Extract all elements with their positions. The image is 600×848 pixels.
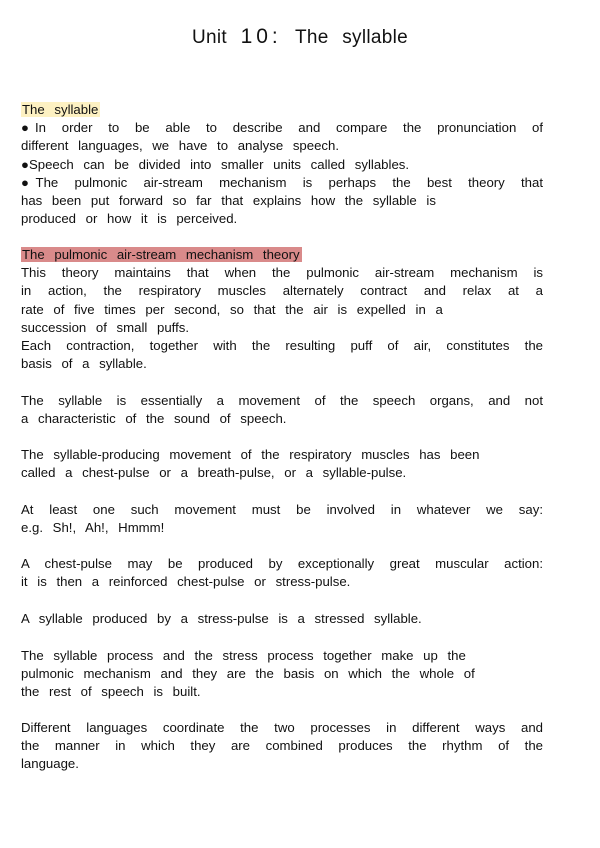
text-line: called a chest-pulse or a breath-pulse, or a syllable-pulse.: [21, 465, 407, 481]
paragraph-rhythm: [21, 719, 543, 774]
title-number: 10:: [240, 25, 282, 48]
section-syllable: [21, 101, 543, 228]
section-pulmonic-theory: [21, 246, 543, 373]
paragraph-reinforced: [21, 555, 543, 591]
text-line: the rest of speech is built.: [21, 684, 201, 700]
text-line: This theory maintains that when the pulmonic air-stream mechanism is: [21, 265, 543, 281]
text-line: succession of small puffs.: [21, 319, 190, 335]
text-line: pulmonic mechanism and they are the basis on which the whole of: [21, 666, 475, 682]
text-line: rate of five times per second, so that the air is expelled in a: [21, 301, 443, 317]
page-title: [0, 25, 600, 49]
text-line: The syllable is essentially a movement of the speech organs, and not: [21, 393, 543, 408]
paragraph-at-least-one: [21, 501, 543, 537]
text-line: At least one such movement must be involved in whatever we say:: [21, 502, 543, 517]
title-prefix: Unit: [191, 27, 227, 48]
paragraph-chest-pulse: [21, 446, 543, 482]
paragraph-movement: [21, 392, 543, 428]
text-line: in action, the respiratory muscles alternately contract and relax at a: [21, 283, 543, 299]
text-line: it is then a reinforced chest-pulse or stress-pulse.: [21, 574, 351, 590]
paragraph-stressed-syllable: [21, 610, 543, 628]
text-line: has been put forward so far that explains how the syllable is: [21, 193, 436, 209]
text-line: different languages, we have to analyse speech.: [21, 138, 340, 154]
text-line: Different languages coordinate the two processes in different ways and: [21, 720, 543, 735]
text-line: The syllable process and the stress process together make up the: [21, 648, 466, 663]
text-line: e.g. Sh!, Ah!, Hmmm!: [21, 520, 165, 536]
text-line: The syllable-producing movement of the respiratory muscles has been: [21, 447, 480, 462]
paragraph-pulmonic-mechanism: [21, 647, 543, 702]
text-line: produced or how it is perceived.: [21, 211, 238, 227]
text-line: the manner in which they are combined produces the rhythm of the: [21, 738, 543, 754]
text-line: a characteristic of the sound of speech.: [21, 411, 287, 427]
section-heading: The pulmonic air-stream mechanism theory: [22, 247, 300, 262]
text-line: ●The pulmonic air-stream mechanism is perhaps the best theory that: [21, 174, 543, 190]
text-line: A syllable produced by a stress-pulse is a stressed syllable.: [21, 611, 422, 626]
section-heading: The syllable: [22, 102, 99, 117]
title-suffix: The syllable: [295, 27, 409, 48]
section-body: [21, 264, 543, 373]
text-line: basis of a syllable.: [21, 356, 147, 372]
section-body: [21, 119, 543, 228]
text-line: A chest-pulse may be produced by exceptionally great muscular action:: [21, 556, 543, 571]
text-line: ●In order to be able to describe and compare the pronunciation of: [21, 120, 543, 136]
text-line: language.: [21, 756, 79, 772]
text-line: ●Speech can be divided into smaller units called syllables.: [21, 156, 410, 172]
text-line: Each contraction, together with the resulting puff of air, constitutes the: [21, 338, 543, 354]
